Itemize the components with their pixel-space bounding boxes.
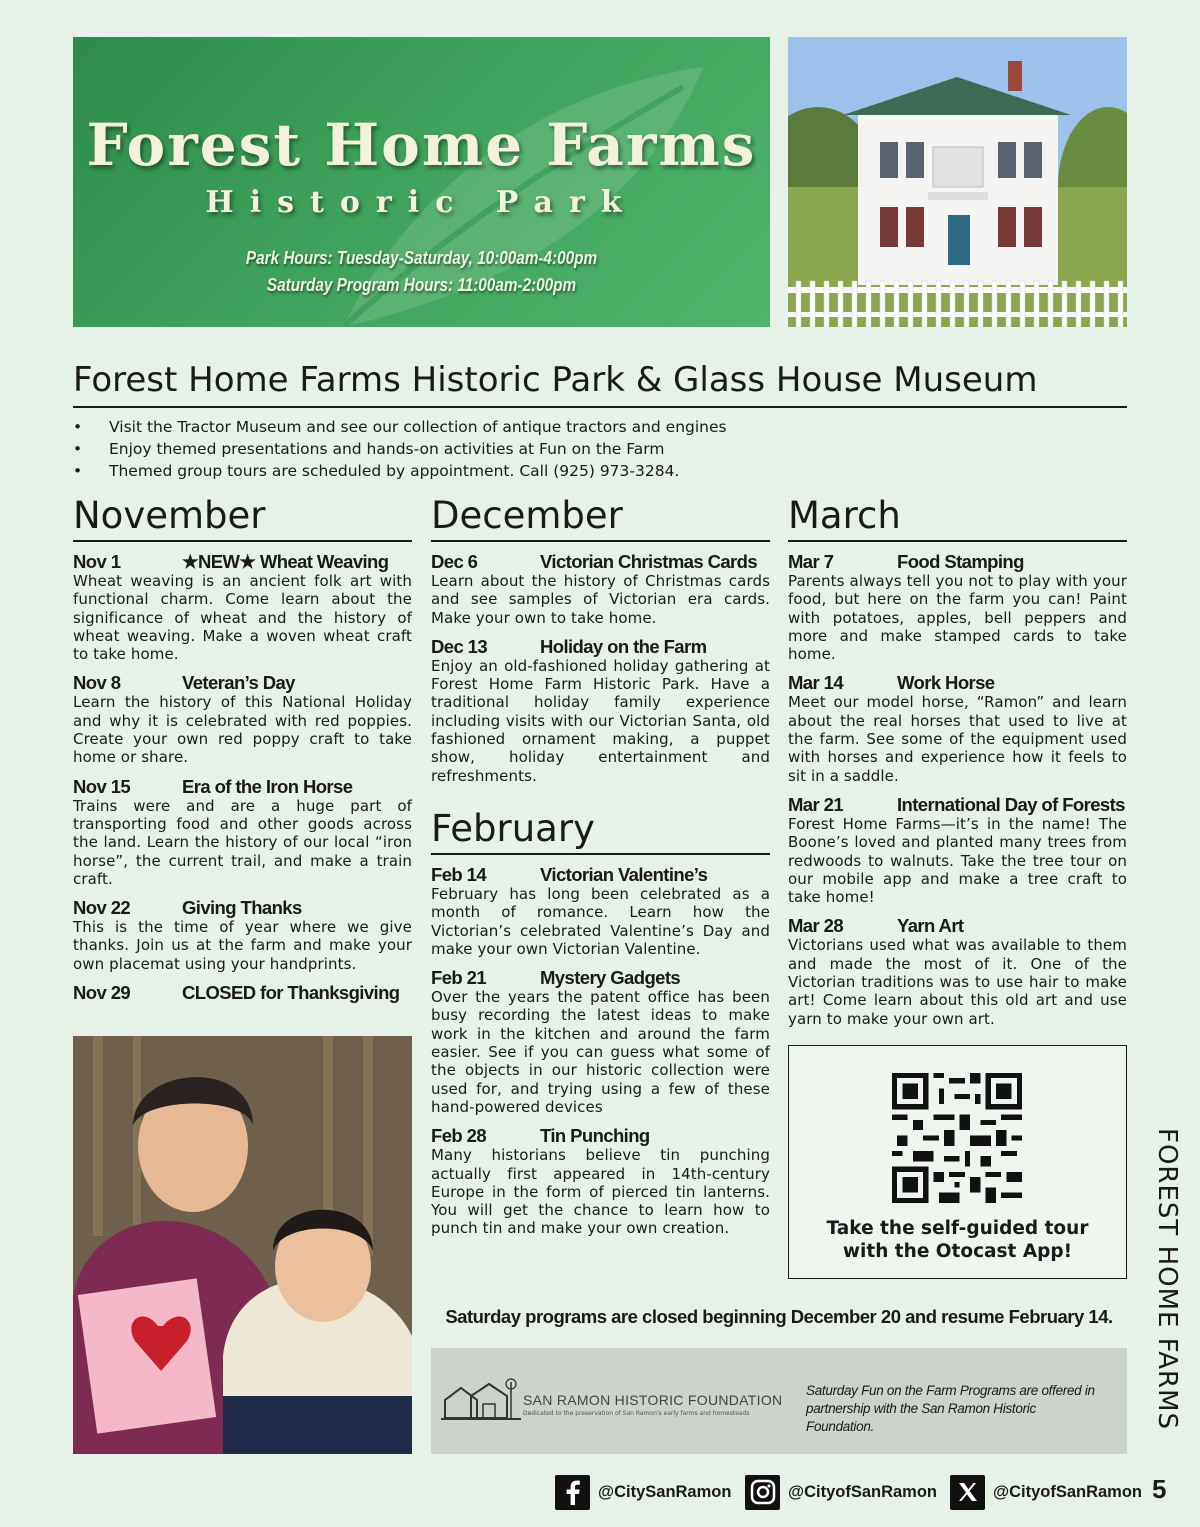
- event-date: Nov 15: [73, 775, 131, 797]
- event-date: Dec 13: [431, 635, 488, 657]
- event-description: Enjoy an old-fashioned holiday gathering at Forest Home Farm Historic Park. Have a traditional holiday family experience including visits with our Victorian Santa, old fashioned ornament making, a puppet show, holiday entertainment and refreshments.: [431, 656, 770, 785]
- event: [788, 916, 1127, 1027]
- qr-caption-line: with the Otocast App!: [842, 1241, 1073, 1262]
- event: [431, 637, 770, 785]
- qr-caption: [789, 1217, 1126, 1263]
- closed-notice: Saturday programs are closed beginning December 20 and resume February 14.: [445, 1306, 1113, 1327]
- month-heading: December: [431, 494, 770, 542]
- event-date: Mar 14: [788, 672, 844, 694]
- event-description: Forest Home Farms—it’s in the name! The Boone’s loved and planted many trees from redwoods to walnuts. Take the tree tour on our mobile app and make a tree craft to take home!: [788, 814, 1127, 907]
- event-date: Nov 1: [73, 551, 121, 572]
- banner-subtitle: Historic Park: [205, 185, 638, 220]
- event-date: Nov 22: [73, 897, 131, 919]
- side-label: FOREST HOME FARMS: [1152, 1128, 1182, 1431]
- park-hours-line: Park Hours: Tuesday-Saturday, 10:00am-4:00pm: [245, 248, 598, 268]
- event-description: February has long been celebrated as a month of romance. Learn how the Victorian’s celebrated Valentine’s Day and make your own Victorian Valentine.: [431, 884, 770, 958]
- event-title: Giving Thanks: [182, 897, 302, 919]
- bullet-item: • Visit the Tractor Museum and see our collection of antique tractors and engines: [73, 416, 1127, 438]
- event-date: Mar 21: [788, 793, 844, 815]
- instagram-link[interactable]: [745, 1474, 937, 1510]
- november-column: [73, 494, 412, 1013]
- foundation-name: SAN RAMON HISTORIC FOUNDATION: [523, 1392, 783, 1408]
- event: [73, 777, 412, 888]
- event-description: Meet our model horse, “Ramon” and learn about the real horses that used to live at the farm. See some of the equipment used with horses and experience how it feels to sit in a saddle.: [788, 693, 1127, 785]
- month-heading: November: [73, 494, 412, 542]
- event-title: Food Stamping: [897, 551, 1024, 572]
- event: [788, 673, 1127, 784]
- december-column: [431, 494, 770, 1248]
- facebook-link[interactable]: [555, 1474, 731, 1510]
- event: [431, 968, 770, 1116]
- x-link[interactable]: [950, 1474, 1142, 1510]
- event: [73, 898, 412, 973]
- x-icon: [950, 1475, 985, 1510]
- event-title: CLOSED for Thanksgiving: [182, 982, 400, 1004]
- event-title: Holiday on the Farm: [540, 635, 707, 657]
- event: [73, 673, 412, 766]
- x-handle: @CityofSanRamon: [993, 1482, 1143, 1501]
- event-title: Veteran’s Day: [182, 672, 295, 694]
- event-description: Learn the history of this National Holiday and why it is celebrated with red poppies. Create your own red poppy craft to take home or share.: [73, 693, 412, 767]
- header-banner: [73, 37, 770, 327]
- event-date: Nov 8: [73, 672, 121, 694]
- house-photo: [788, 37, 1127, 327]
- event-title: Era of the Iron Horse: [182, 775, 353, 797]
- bullet-item: • Themed group tours are scheduled by appointment. Call (925) 973-3284.: [73, 460, 1127, 482]
- qr-code-icon[interactable]: [890, 1073, 1024, 1203]
- event: [788, 795, 1127, 906]
- instagram-handle: @CityofSanRamon: [788, 1482, 938, 1501]
- event-description: Trains were and are a huge part of transporting food and other goods across the land. Learn the history of our local “iron horse”, the current trail, and make a train craft.: [73, 796, 412, 888]
- event: [431, 1126, 770, 1237]
- facebook-handle: @CitySanRamon: [598, 1482, 732, 1501]
- event: [73, 983, 412, 1003]
- event: [431, 552, 770, 627]
- march-column: [788, 494, 1127, 1038]
- event: [431, 865, 770, 958]
- event-date: Feb 14: [431, 863, 487, 885]
- event-title: Tin Punching: [540, 1125, 650, 1147]
- info-bullets: [73, 416, 1127, 482]
- foundation-description: Saturday Fun on the Farm Programs are offered in partnership with the San Ramon Historic Foundation.: [806, 1383, 1095, 1434]
- park-hours: [125, 245, 717, 299]
- program-hours-line: Saturday Program Hours: 11:00am-2:00pm: [266, 275, 577, 295]
- event-title: International Day of Forests: [897, 793, 1125, 815]
- event-date: Feb 28: [431, 1125, 487, 1147]
- event-title: ★NEW★ Wheat Weaving: [182, 551, 389, 572]
- event-description: Many historians believe tin punching actually first appeared in 14th-century Europe in the form of pierced tin lanterns. You will get the chance to learn how to punch tin and make your own creation.: [431, 1146, 770, 1238]
- bullet-item: • Enjoy themed presentations and hands-on activities at Fun on the Farm: [73, 438, 1127, 460]
- facebook-icon: [555, 1475, 590, 1510]
- event-date: Nov 29: [73, 982, 131, 1004]
- event-title: Victorian Christmas Cards: [540, 551, 758, 572]
- event-description: Wheat weaving is an ancient folk art with functional charm. Come learn about the significance of wheat and the history of wheat weaving. Make a woven wheat craft to take home.: [73, 572, 412, 664]
- event-title: Victorian Valentine’s: [540, 863, 708, 885]
- otocast-qr-box[interactable]: [788, 1045, 1127, 1279]
- event-date: Mar 28: [788, 915, 844, 937]
- foundation-tagline: Dedicated to the preservation of San Ramon's early farms and homesteads: [523, 1410, 750, 1417]
- page-title: Forest Home Farms Historic Park & Glass House Museum: [73, 360, 1127, 408]
- event: [73, 552, 412, 663]
- month-heading: March: [788, 494, 1127, 542]
- instagram-icon: [745, 1475, 780, 1510]
- event-description: Victorians used what was available to them and made the most of it. One of the Victorian traditions was to use hair to make art! Come learn about this old art and use yarn to make your own art.: [788, 936, 1127, 1028]
- event-title: Work Horse: [897, 672, 995, 694]
- event-date: Dec 6: [431, 551, 478, 572]
- event-description: Learn about the history of Christmas cards and see samples of Victorian era cards. Make your own to take home.: [431, 572, 770, 627]
- foundation-box: [431, 1348, 1127, 1454]
- event-description: Over the years the patent office has been busy recording the latest ideas to make work in the kitchen and around the farm easier. See if you can guess what some of the objects in our historic collection were used for, and trying using a few of these hand-powered devices: [431, 988, 770, 1116]
- qr-caption-line: Take the self-guided tour: [826, 1218, 1089, 1239]
- event-title: Yarn Art: [897, 915, 964, 937]
- event-title: Mystery Gadgets: [540, 967, 681, 989]
- banner-title: Forest Home Farms: [86, 111, 757, 179]
- event-date: Mar 7: [788, 551, 834, 572]
- barn-icon: [441, 1378, 521, 1422]
- event: [788, 552, 1127, 663]
- family-photo: [73, 1036, 412, 1454]
- event-date: Feb 21: [431, 967, 487, 989]
- page-number: 5: [1152, 1474, 1167, 1504]
- event-description: This is the time of year where we give thanks. Join us at the farm and make your own placemat using your handprints.: [73, 918, 412, 973]
- month-heading: February: [431, 807, 770, 855]
- event-description: Parents always tell you not to play with your food, but here on the farm you can! Paint with potatoes, apples, bell peppers and more and make stamped cards to take home.: [788, 572, 1127, 664]
